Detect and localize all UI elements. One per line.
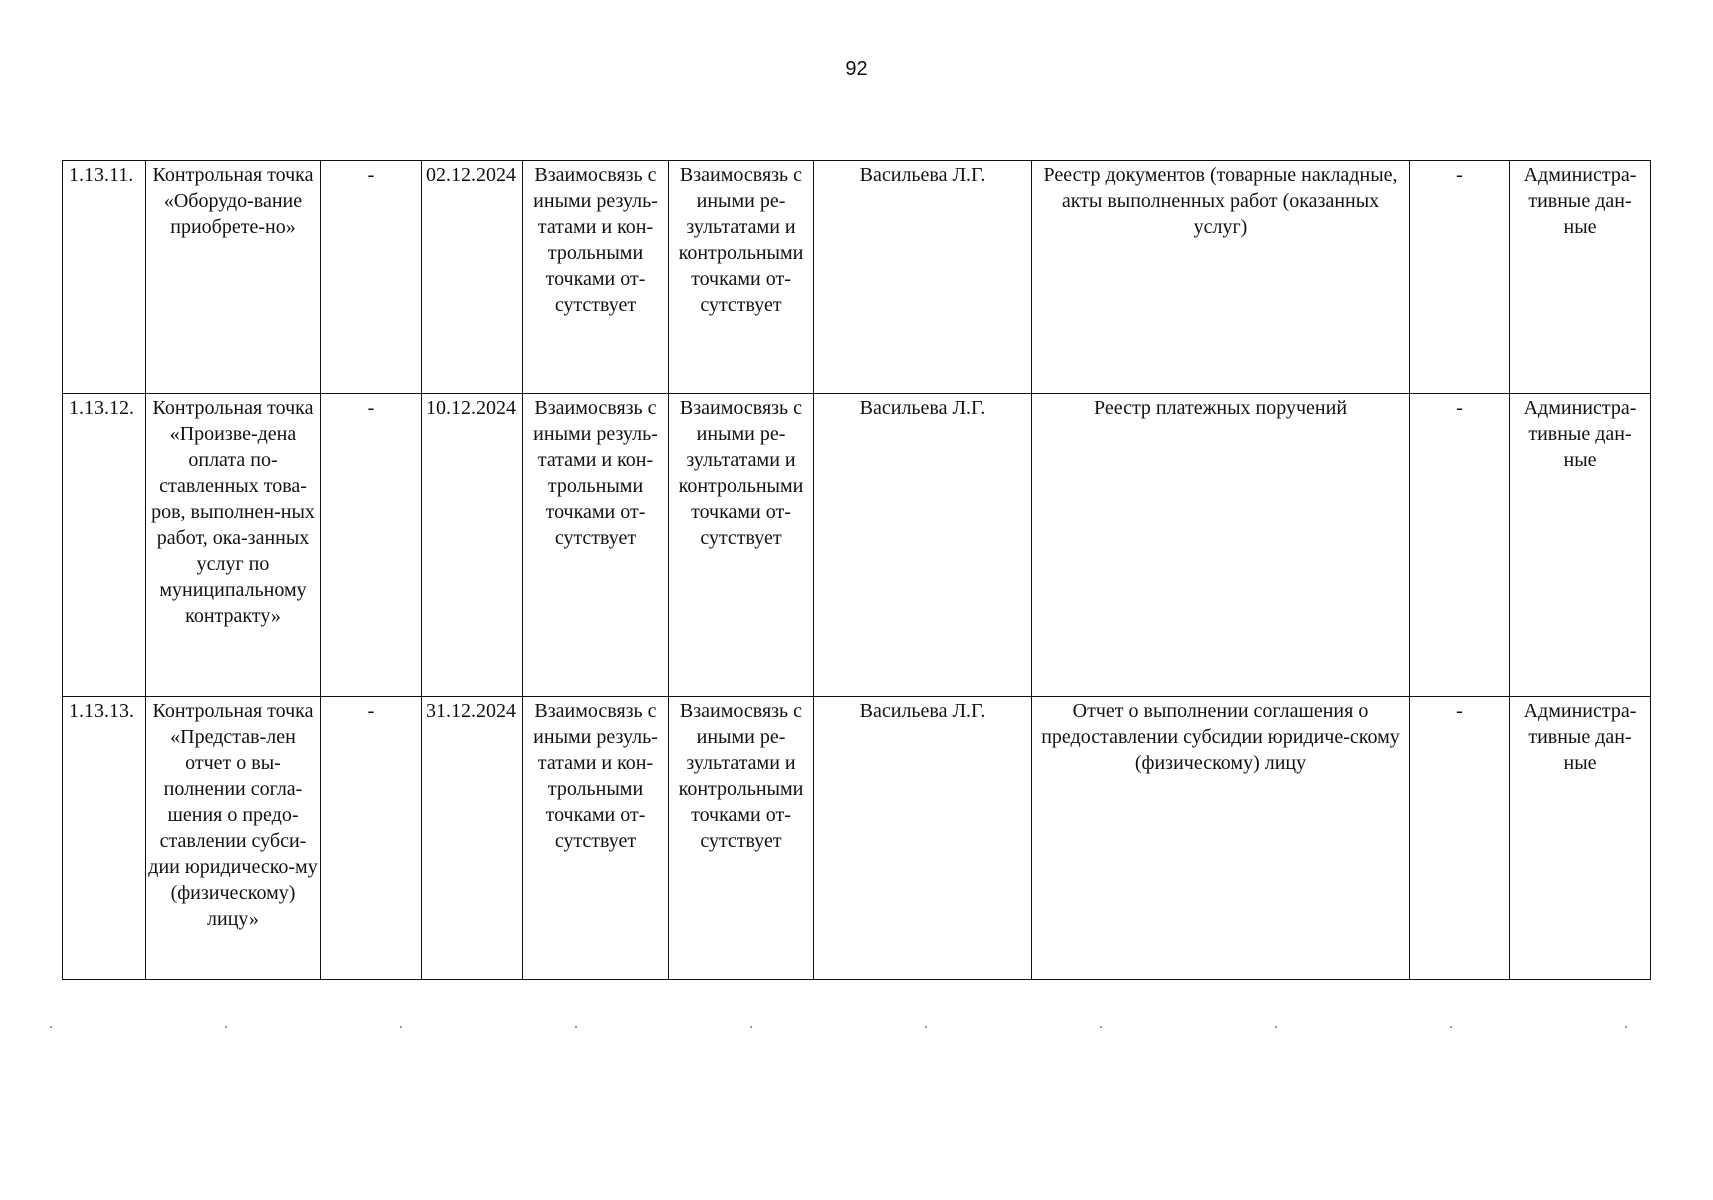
confirming-document: Реестр документов (товарные накладные, акты выполненных работ (оказанных услуг) — [1032, 161, 1410, 394]
control-point-name: Контрольная точка «Представ-лен отчет о вы-полнении согла-шения о предо-ставлении субси-дии юридическо-му (физическому) лицу» — [146, 697, 321, 980]
data-source: Администра-тивные дан-ные — [1510, 697, 1651, 980]
due-date: 10.12.2024 — [422, 394, 523, 697]
empty-dash-cell: - — [1410, 394, 1510, 697]
relation-results: Взаимосвязь с иными резуль-татами и кон-трольными точками от-сутствует — [523, 394, 669, 697]
relation-results: Взаимосвязь с иными резуль-татами и кон-трольными точками от-сутствует — [523, 161, 669, 394]
control-point-name: Контрольная точка «Произве-дена оплата по-ставленных това-ров, выполнен-ных работ, ока-занных услуг по муниципальному контракту» — [146, 394, 321, 697]
responsible-person: Васильева Л.Г. — [814, 697, 1032, 980]
page-number: 92 — [845, 58, 868, 80]
table-row — [63, 161, 1651, 394]
control-points-table — [62, 160, 1651, 980]
table-row — [63, 394, 1651, 697]
relation-control-points: Взаимосвязь с иными ре-зультатами и контрольными точками от-сутствует — [669, 697, 814, 980]
empty-dash-cell: - — [321, 394, 422, 697]
relation-results: Взаимосвязь с иными резуль-татами и кон-трольными точками от-сутствует — [523, 697, 669, 980]
table-row — [63, 697, 1651, 980]
row-number: 1.13.13. — [63, 697, 146, 980]
due-date: 02.12.2024 — [422, 161, 523, 394]
data-source: Администра-тивные дан-ные — [1510, 394, 1651, 697]
responsible-person: Васильева Л.Г. — [814, 161, 1032, 394]
row-number: 1.13.12. — [63, 394, 146, 697]
empty-dash-cell: - — [321, 161, 422, 394]
empty-dash-cell: - — [1410, 161, 1510, 394]
confirming-document: Отчет о выполнении соглашения о предоставлении субсидии юридиче-скому (физическому) лицу — [1032, 697, 1410, 980]
relation-control-points: Взаимосвязь с иными ре-зультатами и контрольными точками от-сутствует — [669, 394, 814, 697]
empty-dash-cell: - — [1410, 697, 1510, 980]
empty-dash-cell: - — [321, 697, 422, 980]
control-point-name: Контрольная точка «Оборудо-вание приобрете-но» — [146, 161, 321, 394]
relation-control-points: Взаимосвязь с иными ре-зультатами и контрольными точками от-сутствует — [669, 161, 814, 394]
due-date: 31.12.2024 — [422, 697, 523, 980]
scan-speckles — [50, 1026, 1650, 1028]
responsible-person: Васильева Л.Г. — [814, 394, 1032, 697]
data-source: Администра-тивные дан-ные — [1510, 161, 1651, 394]
row-number: 1.13.11. — [63, 161, 146, 394]
confirming-document: Реестр платежных поручений — [1032, 394, 1410, 697]
